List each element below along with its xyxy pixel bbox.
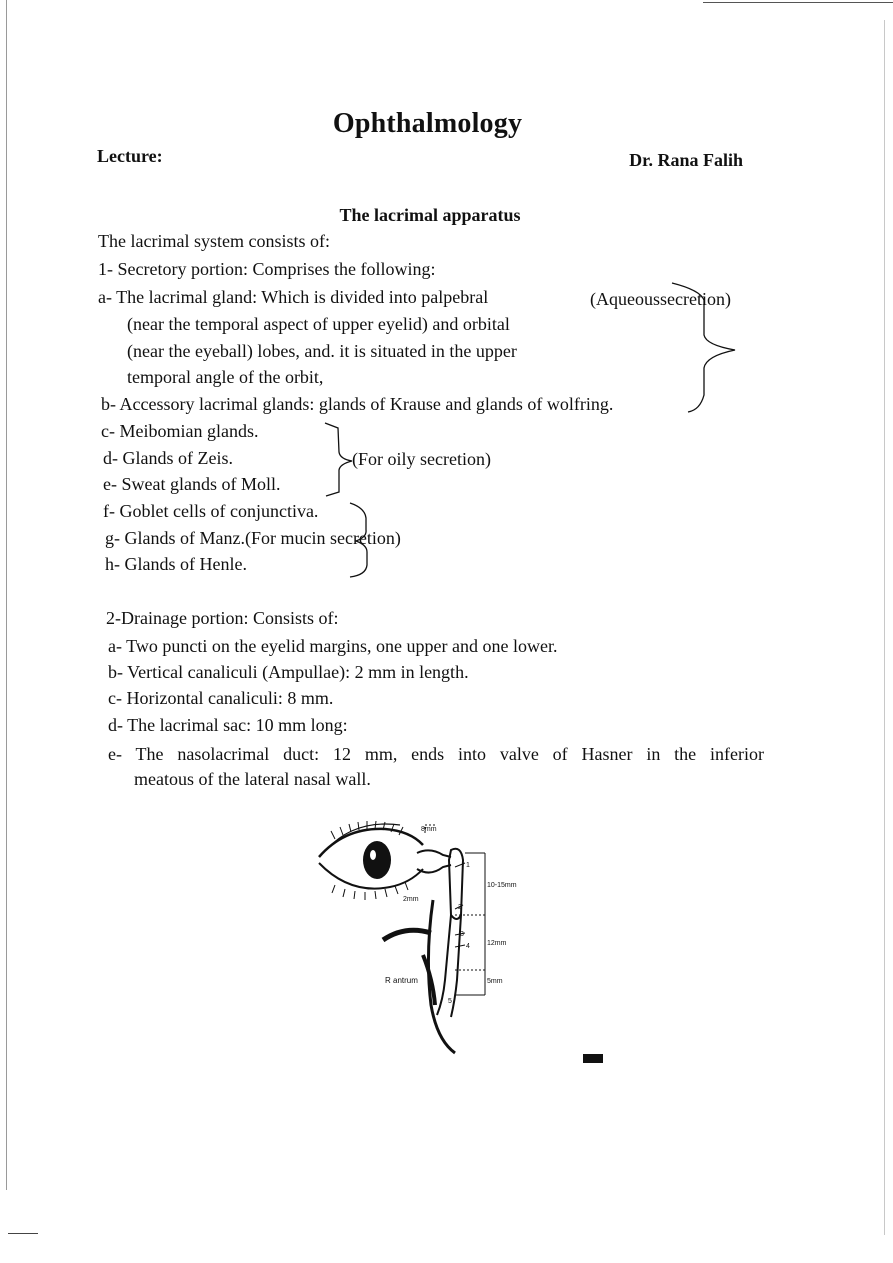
list-item-f: f- Goblet cells of conjunctiva.: [103, 501, 319, 521]
drainage-item-e-line2: meatous of the lateral nasal wall.: [134, 769, 371, 789]
author-name: Dr. Rana Falih: [629, 150, 743, 170]
upper-canaliculus: [417, 850, 451, 857]
figure-label-top: 8mm: [421, 826, 437, 833]
page-title: Ophthalmology: [332, 108, 523, 139]
list-item-b: b- Accessory lacrimal glands: glands of Krause and glands of wolfring.: [101, 394, 614, 414]
pupil-highlight: [370, 850, 376, 860]
figure-label-side-bot: 5mm: [487, 978, 503, 985]
figure-label-2: 2: [458, 904, 462, 911]
list-item-c: c- Meibomian glands.: [101, 421, 259, 441]
figure-label-side-mid: 12mm: [487, 940, 507, 947]
drainage-item-a: a- Two puncti on the eyelid margins, one upper and one lower.: [108, 636, 558, 656]
list-item-e: e- Sweat glands of Moll.: [103, 474, 281, 494]
figure-label-5: 5: [448, 998, 452, 1005]
figure-label-3: 3: [460, 931, 464, 938]
section-title: The lacrimal apparatus: [339, 205, 521, 225]
list-item-h: h- Glands of Henle.: [105, 554, 247, 574]
oily-secretion-label: (For oily secretion): [352, 449, 491, 469]
intro-text: The lacrimal system consists of:: [98, 231, 330, 251]
figure-label-4: 4: [466, 943, 470, 950]
figure-label-antrum: R antrum: [385, 976, 418, 985]
eyelid-crease: [327, 824, 400, 849]
lecture-label: Lecture:: [97, 146, 163, 166]
list-item-d: d- Glands of Zeis.: [103, 448, 233, 468]
list-item-a-line1: a- The lacrimal gland: Which is divided into palpebral: [98, 287, 489, 307]
ink-mark: [583, 1054, 603, 1063]
figure-label-side-top: 10-15mm: [487, 882, 517, 889]
drainage-heading: 2-Drainage portion: Consists of:: [106, 608, 339, 628]
drainage-item-c: c- Horizontal canaliculi: 8 mm.: [108, 688, 334, 708]
list-item-a-line2: (near the temporal aspect of upper eyelid) and orbital: [127, 314, 510, 334]
figure-label-1: 1: [466, 862, 470, 869]
drainage-item-e-line1: e- The nasolacrimal duct: 12 mm, ends into valve of Hasner in the inferior: [108, 744, 764, 764]
drainage-item-b: b- Vertical canaliculi (Ampullae): 2 mm in length.: [108, 662, 469, 682]
secretory-heading: 1- Secretory portion: Comprises the following:: [98, 259, 436, 279]
figure-label-small: 2mm: [403, 896, 419, 903]
iris: [363, 841, 391, 879]
aqueous-secretion-label: (Aqueoussecretion): [590, 289, 731, 309]
turbinate-upper: [383, 930, 431, 940]
list-item-a-line3: (near the eyeball) lobes, and. it is situated in the upper: [127, 341, 517, 361]
page-edge-right: [884, 20, 885, 1235]
lacrimal-diagram: [305, 805, 555, 1065]
list-item-g: g- Glands of Manz.(For mucin secretion): [105, 528, 401, 548]
page-edge-top: [703, 2, 893, 3]
page-edge-bottom: [8, 1233, 38, 1234]
oily-brace: [325, 423, 352, 496]
list-item-a-line4: temporal angle of the orbit,: [127, 367, 324, 387]
page-edge-left: [6, 0, 7, 1190]
drainage-item-d: d- The lacrimal sac: 10 mm long:: [108, 715, 348, 735]
lacrimal-drainage-figure: [305, 805, 555, 1065]
